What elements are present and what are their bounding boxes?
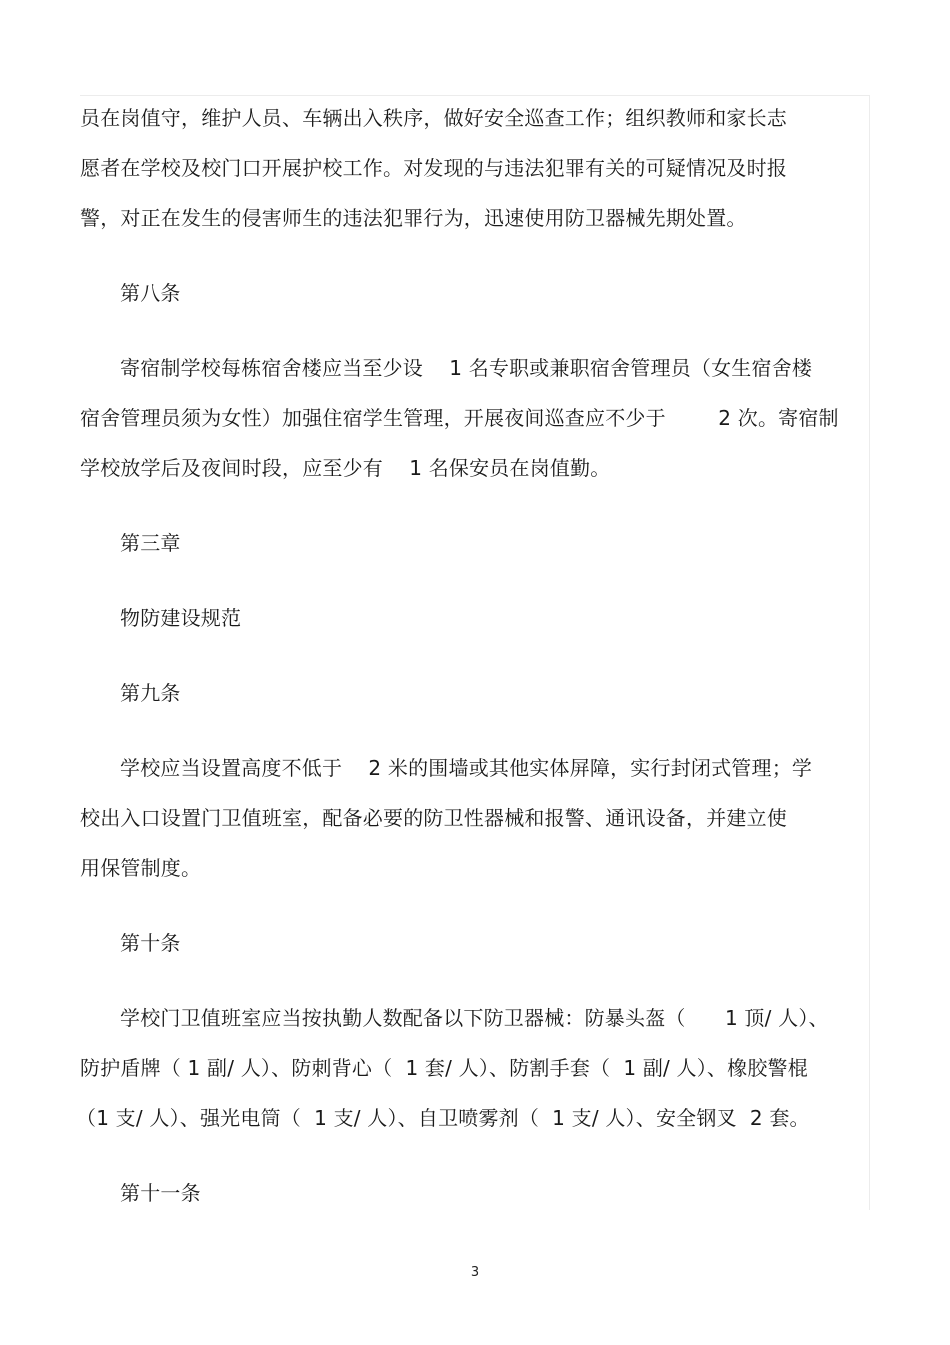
chapter-title: 物防建设规范	[120, 606, 242, 630]
page-number: 3	[470, 1265, 480, 1280]
page-border-top	[80, 95, 870, 96]
paragraph-line: 学校放学后及夜间时段，应至少有 1 名保安员在岗值勤。	[80, 456, 611, 480]
article-heading: 第八条	[120, 281, 181, 305]
paragraph-line: 愿者在学校及校门口开展护校工作。对发现的与违法犯罪有关的可疑情况及时报	[80, 156, 787, 180]
paragraph-line: 警，对正在发生的侵害师生的违法犯罪行为，迅速使用防卫器械先期处置。	[80, 206, 747, 230]
paragraph-line: 用保管制度。	[80, 856, 202, 880]
paragraph-line: 校出入口设置门卫值班室，配备必要的防卫性器械和报警、通讯设备，并建立使	[80, 806, 787, 830]
paragraph-line: （1 支/ 人）、强光电筒（ 1 支/ 人）、自卫喷雾剂（ 1 支/ 人）、安全钢叉 2 套。	[76, 1106, 810, 1130]
chapter-heading: 第三章	[120, 531, 181, 555]
paragraph-line: 学校应当设置高度不低于 2 米的围墙或其他实体屏障，实行封闭式管理；学	[120, 756, 813, 780]
article-heading: 第十条	[120, 931, 181, 955]
paragraph-line: 防护盾牌（ 1 副/ 人）、防刺背心（ 1 套/ 人）、防割手套（ 1 副/ 人）、橡胶警棍	[80, 1056, 808, 1080]
paragraph-line: 寄宿制学校每栋宿舍楼应当至少设 1 名专职或兼职宿舍管理员（女生宿舍楼	[120, 356, 813, 380]
paragraph-line: 学校门卫值班室应当按执勤人数配备以下防卫器械：防暴头盔（ 1 顶/ 人）、	[120, 1006, 829, 1030]
paragraph-line: 员在岗值守，维护人员、车辆出入秩序，做好安全巡查工作；组织教师和家长志	[80, 106, 787, 130]
article-heading: 第九条	[120, 681, 181, 705]
article-heading: 第十一条	[120, 1181, 201, 1205]
page-border-right	[869, 95, 870, 1210]
paragraph-line: 宿舍管理员须为女性）加强住宿学生管理，开展夜间巡查应不少于 2 次。寄宿制	[80, 406, 839, 430]
